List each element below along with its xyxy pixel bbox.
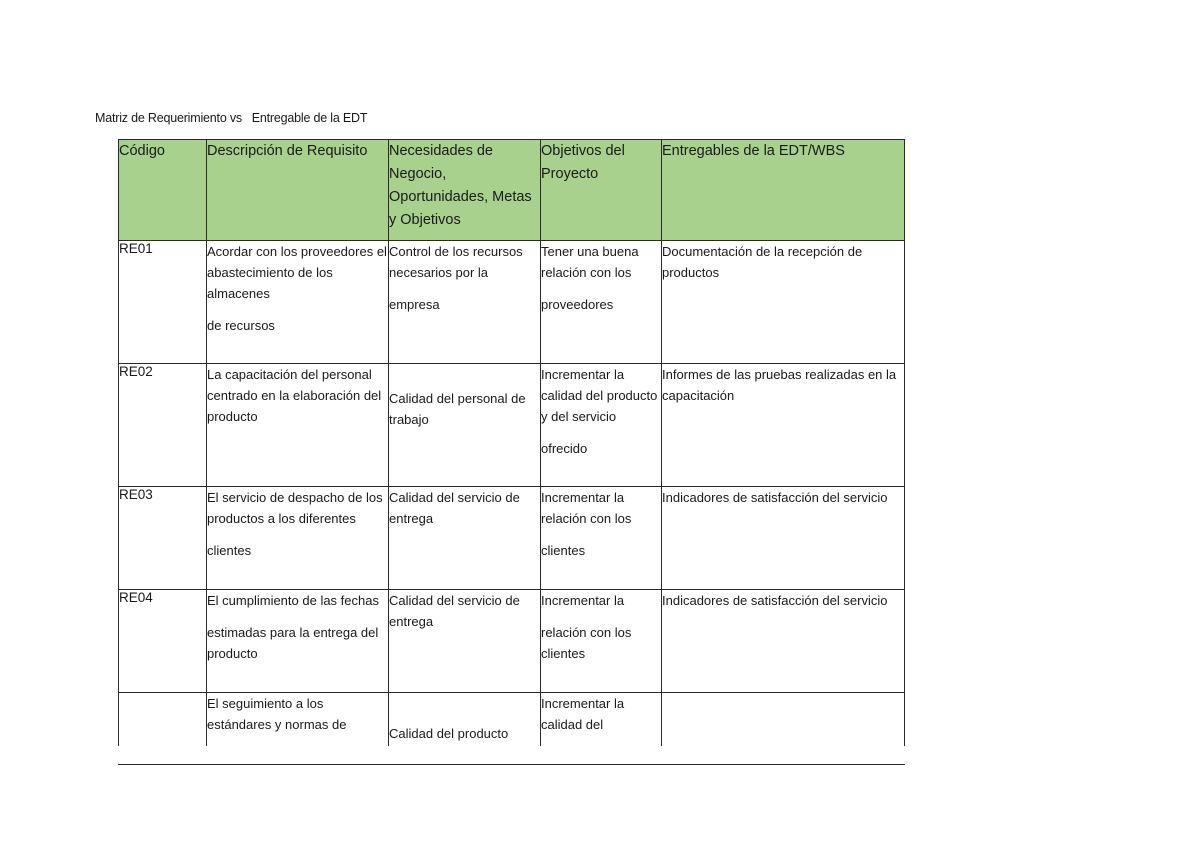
cell-text: Incrementar la: [541, 593, 625, 608]
requirement-description: [207, 693, 389, 746]
cell-text: proveedores: [541, 297, 614, 312]
table-row: [119, 241, 905, 364]
project-objective: [541, 364, 662, 487]
header-description: Descripción de Requisito: [207, 140, 389, 241]
business-need: [389, 590, 541, 693]
requirement-description: [207, 364, 389, 487]
table-row: [119, 364, 905, 487]
requirements-matrix-table: [118, 139, 905, 746]
requirement-code: RE03: [119, 487, 207, 590]
document-title: Matriz de Requerimiento vs Entregable de la EDT: [95, 111, 368, 125]
cell-text: Incrementar la calidad del producto y del servicio: [541, 367, 658, 424]
cell-text: clientes: [207, 543, 252, 558]
deliverable: [662, 241, 905, 364]
cell-text: Calidad del personal de trabajo: [389, 391, 526, 427]
project-objective: [541, 590, 662, 693]
cell-text: estimadas para la entrega del producto: [207, 625, 379, 661]
cell-text: El cumplimiento de las fechas: [207, 593, 379, 608]
cell-text: Calidad del servicio de entrega: [389, 593, 520, 629]
requirement-description: [207, 241, 389, 364]
deliverable: [662, 693, 905, 746]
header-row: [119, 140, 905, 241]
header-project-objectives: Objetivos del Proyecto: [541, 140, 662, 241]
cell-text: Documentación de la recepción de productos: [662, 244, 863, 280]
requirement-description: [207, 590, 389, 693]
project-objective: [541, 241, 662, 364]
requirement-code: RE02: [119, 364, 207, 487]
cell-text: Calidad del producto: [389, 726, 509, 741]
cell-text: Acordar con los proveedores el abastecimiento de los almacenes: [207, 244, 387, 301]
cell-text: El servicio de despacho de los productos a los diferentes: [207, 490, 383, 526]
business-need: [389, 364, 541, 487]
cell-text: El seguimiento a los estándares y normas de: [207, 696, 347, 732]
cell-text: Calidad del servicio de entrega: [389, 490, 520, 526]
business-need: [389, 487, 541, 590]
requirement-code: RE01: [119, 241, 207, 364]
cell-text: Tener una buena relación con los: [541, 244, 639, 280]
cell-text: Indicadores de satisfacción del servicio: [662, 490, 888, 505]
table-bottom-rule: [118, 764, 905, 765]
table-row: [119, 693, 905, 746]
deliverable: [662, 590, 905, 693]
requirement-description: [207, 487, 389, 590]
cell-text: clientes: [541, 543, 586, 558]
deliverable: [662, 487, 905, 590]
header-deliverables: Entregables de la EDT/WBS: [662, 140, 905, 241]
cell-text: Control de los recursos necesarios por la: [389, 244, 523, 280]
cell-text: La capacitación del personal centrado en la elaboración del producto: [207, 367, 382, 424]
business-need: [389, 693, 541, 746]
project-objective: [541, 693, 662, 746]
table-row: [119, 590, 905, 693]
cell-text: Incrementar la calidad del: [541, 696, 625, 732]
cell-text: relación con los clientes: [541, 625, 632, 661]
cell-text: Incrementar la relación con los: [541, 490, 632, 526]
business-need: [389, 241, 541, 364]
header-code: Código: [119, 140, 207, 241]
cell-text: de recursos: [207, 318, 275, 333]
cell-text: empresa: [389, 297, 440, 312]
project-objective: [541, 487, 662, 590]
header-business-needs: Necesidades de Negocio, Oportunidades, Metas y Objetivos: [389, 140, 541, 241]
table-row: [119, 487, 905, 590]
cell-text: Indicadores de satisfacción del servicio: [662, 593, 888, 608]
cell-text: ofrecido: [541, 441, 588, 456]
requirement-code: RE04: [119, 590, 207, 693]
cell-text: Informes de las pruebas realizadas en la capacitación: [662, 367, 897, 403]
requirement-code: [119, 693, 207, 746]
deliverable: [662, 364, 905, 487]
